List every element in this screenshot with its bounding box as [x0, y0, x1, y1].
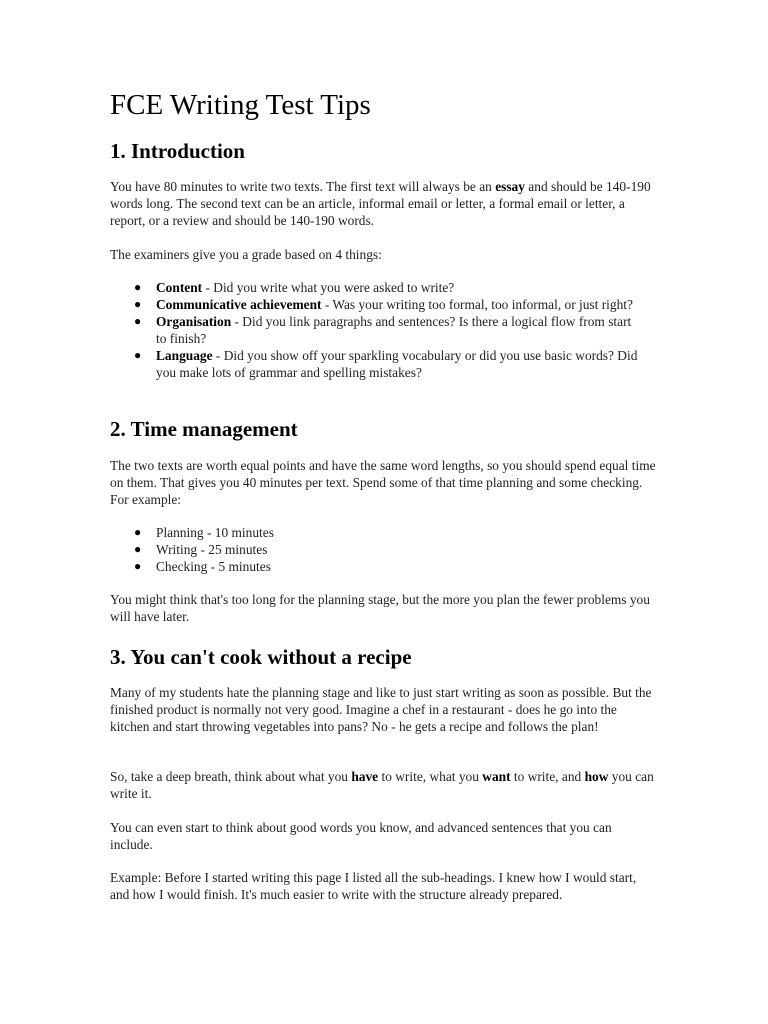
example-paragraph: Example: Before I started writing this page I listed all the sub-headings. I knew how I would start, and how I would finish. It's much easier to write with the structure already prepared. — [110, 870, 637, 902]
good-words-paragraph: You can even start to think about good words you know, and advanced sentences that you can include. — [110, 820, 612, 852]
list-item: ● Organisation - Did you link paragraphs and sentences? Is there a logical flow from start to finish? — [134, 314, 632, 346]
section-heading-recipe: 3. You can't cook without a recipe — [110, 645, 412, 669]
bullet-icon: ● — [134, 542, 142, 556]
bullet-icon: ● — [134, 348, 142, 362]
section-heading-time-management: 2. Time management — [110, 417, 298, 441]
list-item: ● Language - Did you show off your sparkling vocabulary or did you use basic words? Did you make lots of grammar and spelling mistakes? — [134, 348, 638, 380]
time-split-list — [110, 524, 656, 575]
list-item: ● Checking - 5 minutes — [134, 559, 271, 574]
planning-paragraph: You might think that's too long for the planning stage, but the more you plan the fewer problems you will have later. — [110, 592, 650, 624]
bullet-icon: ● — [134, 280, 142, 294]
list-item: ● Planning - 10 minutes — [134, 525, 274, 540]
page-title: FCE Writing Test Tips — [110, 89, 371, 121]
list-item: ● Content - Did you write what you were asked to write? — [134, 280, 455, 295]
grade-criteria-intro: The examiners give you a grade based on 4 things: — [110, 247, 382, 262]
recipe-paragraph: Many of my students hate the planning stage and like to just start writing as soon as possible. But the finished product is normally not very good. Imagine a chef in a restaurant - does he go into the kitchen and start throwing vegetables into pans? No - he gets a recipe and follows the plan! — [110, 685, 652, 734]
bullet-icon: ● — [134, 314, 142, 328]
intro-paragraph: You have 80 minutes to write two texts. The first text will always be an essay and should be 140-190 words long. The second text can be an article, informal email or letter, a formal email or letter, a report, or a review and should be 140-190 words. — [110, 179, 651, 228]
bullet-icon: ● — [134, 559, 142, 573]
section-heading-introduction: 1. Introduction — [110, 139, 245, 163]
bullet-icon: ● — [134, 297, 142, 311]
list-item: ● Communicative achievement - Was your writing too formal, too informal, or just right? — [134, 297, 633, 312]
list-item: ● Writing - 25 minutes — [134, 542, 268, 557]
grade-criteria-list — [110, 279, 656, 381]
deep-breath-paragraph: So, take a deep breath, think about what you have to write, what you want to write, and how you can write it. — [110, 769, 654, 801]
bullet-icon: ● — [134, 525, 142, 539]
time-management-paragraph: The two texts are worth equal points and have the same word lengths, so you should spend equal time on them. That gives you 40 minutes per text. Spend some of that time planning and some checking. For example: — [110, 458, 656, 507]
